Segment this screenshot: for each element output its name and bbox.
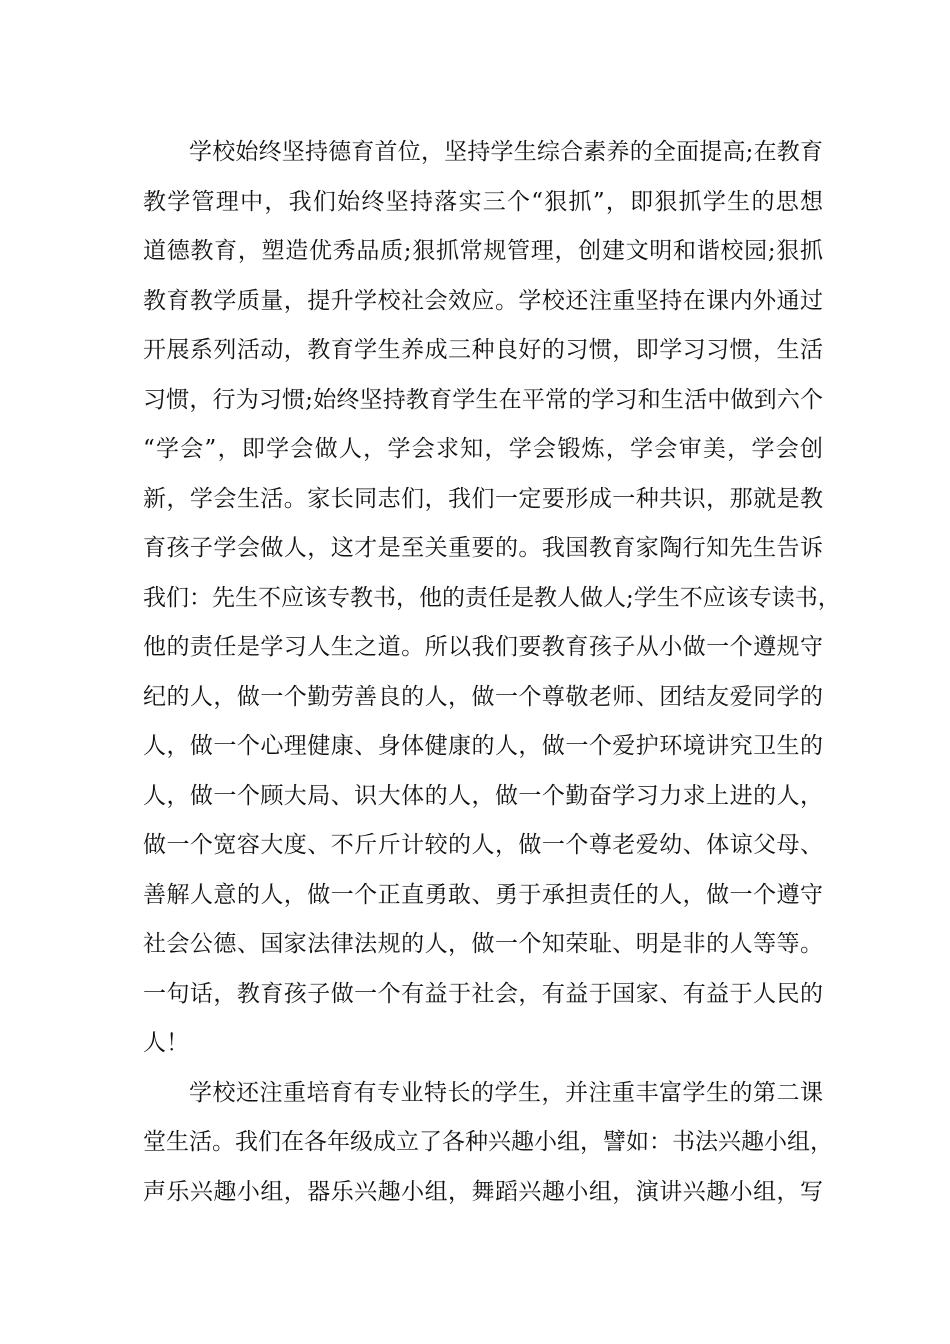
paragraph-line: 纪的人，做一个勤劳善良的人，做一个尊敬老师、团结友爱同学的 (143, 683, 823, 710)
paragraph-line: 声乐兴趣小组，器乐兴趣小组，舞蹈兴趣小组，演讲兴趣小组，写 (143, 1178, 823, 1205)
paragraph-line: 学校始终坚持德育首位，坚持学生综合素养的全面提高;在教育 (189, 139, 823, 165)
paragraph-2 (143, 1069, 833, 1218)
paragraph-line: 善解人意的人，做一个正直勇敢、勇于承担责任的人，做一个遵守 (143, 881, 823, 908)
paragraph-line: 堂生活。我们在各年级成立了各种兴趣小组，譬如：书法兴趣小组， (143, 1129, 833, 1155)
paragraph-line: “学会”，即学会做人，学会求知，学会锻炼，学会审美，学会创 (143, 436, 823, 462)
paragraph-line: 人！ (143, 1030, 189, 1056)
paragraph-line: 他的责任是学习人生之道。所以我们要教育孩子从小做一个遵规守 (143, 634, 823, 660)
paragraph-line: 道德教育，塑造优秀品质;狠抓常规管理，创建文明和谐校园;狠抓 (143, 238, 823, 264)
paragraph-line: 习惯，行为习惯;始终坚持教育学生在平常的学习和生活中做到六个 (143, 386, 823, 413)
document-body (143, 128, 841, 1217)
paragraph-line: 我们：先生不应该专教书，他的责任是教人做人;学生不应该专读书， (143, 584, 841, 611)
paragraph-1 (143, 128, 841, 1069)
paragraph-line: 新，学会生活。家长同志们，我们一定要形成一种共识，那就是教 (143, 485, 823, 512)
paragraph-line: 人，做一个顾大局、识大体的人，做一个勤奋学习力求上进的人， (143, 782, 823, 809)
paragraph-line: 学校还注重培育有专业特长的学生，并注重丰富学生的第二课 (189, 1079, 823, 1106)
paragraph-line: 教学管理中，我们始终坚持落实三个“狠抓”，即狠抓学生的思想 (143, 188, 823, 215)
paragraph-line: 做一个宽容大度、不斤斤计较的人，做一个尊老爱幼、体谅父母、 (143, 832, 823, 858)
paragraph-line: 一句话，教育孩子做一个有益于社会，有益于国家、有益于人民的 (143, 980, 823, 1007)
paragraph-line: 教育教学质量，提升学校社会效应。学校还注重坚持在课内外通过 (143, 287, 823, 314)
paragraph-line: 开展系列活动，教育学生养成三种良好的习惯，即学习习惯，生活 (143, 337, 823, 363)
paragraph-line: 育孩子学会做人，这才是至关重要的。我国教育家陶行知先生告诉 (143, 535, 823, 561)
paragraph-line: 社会公德、国家法律法规的人，做一个知荣耻、明是非的人等等。 (143, 931, 823, 957)
paragraph-line: 人，做一个心理健康、身体健康的人，做一个爱护环境讲究卫生的 (143, 733, 823, 759)
